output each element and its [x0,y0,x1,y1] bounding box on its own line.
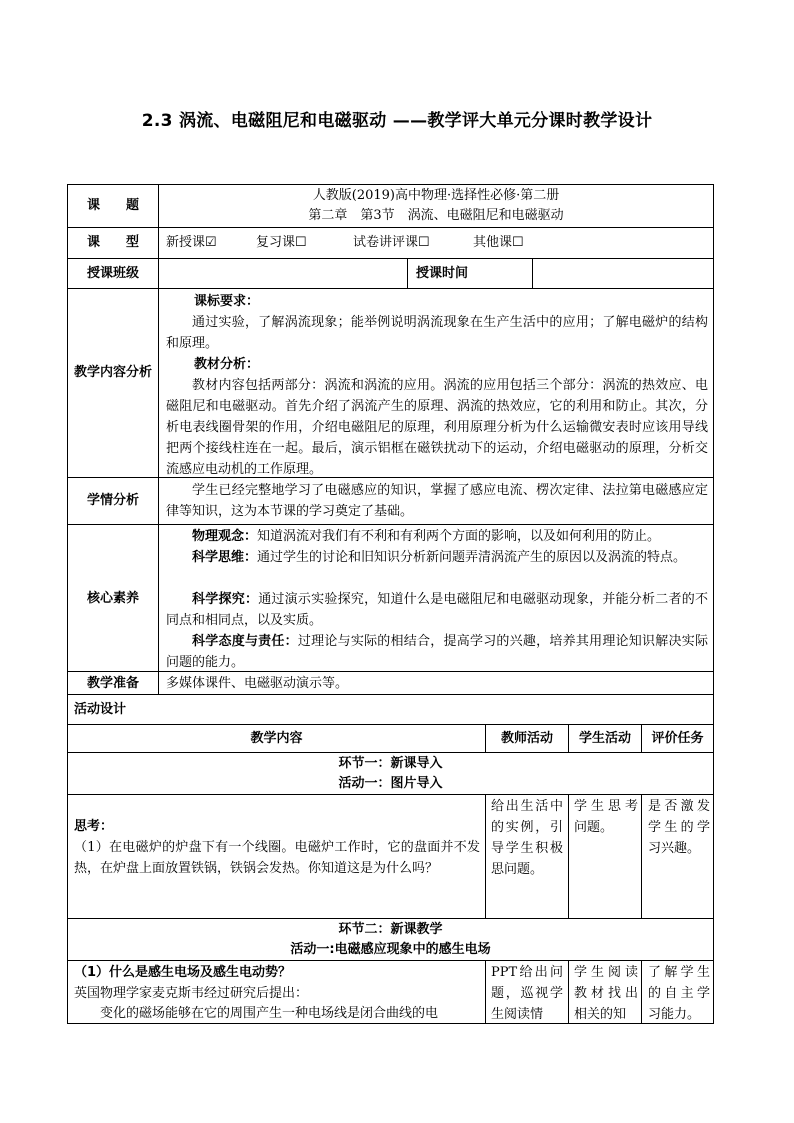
header-student-activity: 学生活动 [578,731,631,746]
row-divider [67,794,714,795]
class-label: 授课班级 [86,266,139,281]
student-analysis-text: 学生已经完整地学习了电磁感应的知识，掌握了感应电流、楞次定律、法拉第电磁感应定律等知识，这为本节课的学习奠定了基础。 [166,483,708,519]
time-label: 授课时间 [416,266,469,281]
column-divider [485,794,486,918]
segment-2-activity: 活动一:电磁感应现象中的感生电场 [290,942,491,957]
q1-evaluation: 了解学生的自主学习能力。 [648,965,710,1022]
class-row-divider [532,258,533,288]
preparation-text: 多媒体课件、电磁驱动演示等。 [166,676,349,691]
think-evaluation: 是否激发学生的学习兴趣。 [648,799,710,856]
class-row-divider [407,258,408,288]
type-option-exam: 试卷讲评课☐ [353,235,430,250]
type-option-review: 复习课☐ [256,235,307,250]
q1-line-2: 变化的磁场能够在它的周围产生一种电场线是闭合曲线的电 [100,1006,439,1021]
core-item-scientific-inquiry [166,589,708,631]
column-divider [485,960,486,1023]
student-analysis-label: 学情分析 [86,493,139,508]
core-item-text: 知道涡流对我们有不利和有利两个方面的影响，以及如何利用的防止。 [257,529,661,544]
core-item-text: 通过学生的讨论和旧知识分析新问题弄清涡流产生的原因以及涡流的特点。 [257,550,687,565]
header-teacher-activity: 教师活动 [500,731,553,746]
q1-teacher-activity: PPT给出问题，巡视学生阅读情 [491,965,563,1022]
row-divider [67,960,714,961]
column-divider [568,794,569,918]
core-item-title: 物理观念： [192,529,258,544]
segment-1-activity: 活动一：图片导入 [338,776,443,791]
material-title: 教材分析： [194,357,260,372]
core-item-scientific-thinking [166,547,708,568]
core-item-attitude-responsibility [166,631,708,673]
topic-line-2: 第二章 第3节 涡流、电磁阻尼和电磁驱动 [308,208,564,223]
core-item-title: 科学思维： [192,550,258,565]
q1-student-activity: 学生阅读教材找出相关的知 [574,965,638,1022]
core-item-title: 科学态度与责任： [192,634,298,649]
row-divider [67,694,714,695]
row-divider [67,724,714,725]
column-divider [568,960,569,1023]
material-text: 教材内容包括两部分：涡流和涡流的应用。涡流的应用包括三个部分：涡流的热效应、电磁阻尼和电磁驱动。首先介绍了涡流产生的原理、涡流的热效应，它的利用和防止。其次，分析电表线圈骨架的作用，介绍电磁阻尼的原理，利用原理分析为什么运输微安表时应该用导线把两个接线柱连在一起。最后，演示铝框在磁铁扰动下的运动，介绍电磁驱动的原理，分析交流感应电动机的工作原理。 [166,378,708,477]
row-divider [67,524,714,525]
core-literacy-label: 核心素养 [86,591,139,606]
think-question: （1）在电磁炉的炉盘下有一个线圈。电磁炉工作时，它的盘面并不发热，在炉盘上面放置铁锅，铁锅会发热。你知道这是为什么吗？ [74,840,480,876]
type-option-other: 其他课☐ [473,235,524,250]
header-evaluation-task: 评价任务 [651,731,704,746]
column-divider [641,794,642,918]
content-analysis-label: 教学内容分析 [74,365,153,380]
preparation-label: 教学准备 [86,676,139,691]
column-divider [641,960,642,1023]
row-divider [67,288,714,289]
type-option-new: 新授课☑ [166,235,217,250]
label-column-divider [158,184,159,694]
think-teacher-activity: 给出生活中的实例，引导学生积极思问题。 [491,799,563,877]
type-label: 课 型 [86,235,139,250]
standard-text: 通过实验，了解涡流现象；能举例说明涡流现象在生产生活中的应用；了解电磁炉的结构和原理。 [166,315,708,351]
segment-1-title: 环节一：新课导入 [338,756,443,771]
q1-title: （1）什么是感生电场及感生电动势？ [74,965,292,980]
core-item-physics-concept [166,526,708,547]
core-item-title: 科学探究： [192,592,259,607]
page-title: 2.3 涡流、电磁阻尼和电磁驱动 ——教学评大单元分课时教学设计 [141,111,653,131]
topic-label: 课 题 [86,198,139,213]
row-divider [67,258,714,259]
activity-design-label: 活动设计 [74,702,127,717]
row-divider [67,227,714,228]
header-content: 教学内容 [250,731,303,746]
core-item-text: 通过演示实验探究，知道什么是电磁阻尼和电磁驱动现象，并能分析二者的不同点和相同点，以及实质。 [166,592,708,628]
core-item-text: 过理论与实际的相结合，提高学习的兴趣，培养其用理论知识解决实际问题的能力。 [166,634,708,670]
think-student-activity: 学生思考问题。 [574,799,638,835]
standard-title: 课标要求： [194,294,260,309]
table-border-right [713,184,714,1024]
q1-line-1: 英国物理学家麦克斯韦经过研究后提出： [74,986,309,1001]
topic-line-1: 人教版(2019)高中物理·选择性必修·第二册 [312,188,560,203]
segment-2-title: 环节二：新课教学 [338,922,443,937]
think-title: 思考： [74,819,114,834]
